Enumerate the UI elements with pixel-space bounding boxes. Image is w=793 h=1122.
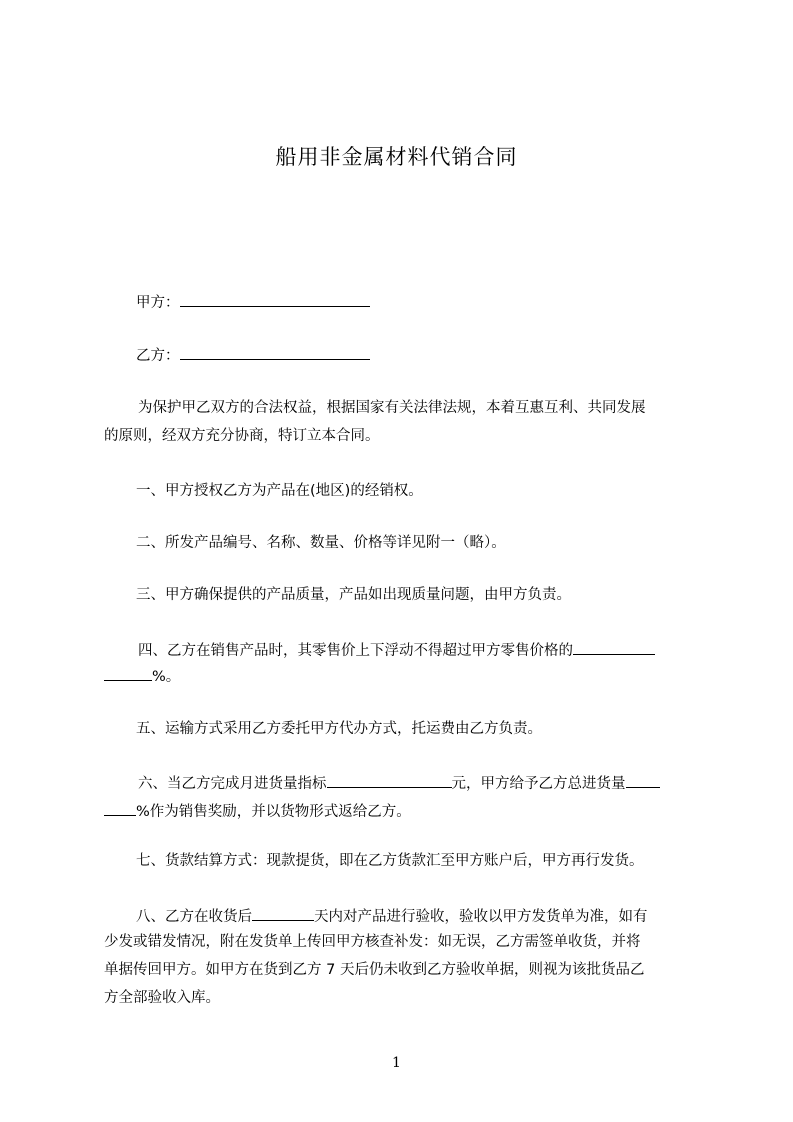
clause-8-text-1: 八、乙方在收货后 <box>136 909 252 925</box>
clause-6-line-2 <box>104 799 411 822</box>
clause-4-line-1 <box>138 638 655 661</box>
party-b-label: 乙方： <box>136 348 180 364</box>
clause-4-blank-2 <box>104 664 152 681</box>
clause-3: 三、甲方确保提供的产品质量，产品如出现质量问题，由甲方负责。 <box>136 587 571 603</box>
clause-5: 五、运输方式采用乙方委托甲方代办方式，托运费由乙方负责。 <box>136 721 542 737</box>
clause-8-line-3: 单据传回甲方。如甲方在货到乙方 7 天后仍未收到乙方验收单据，则视为该批货品乙 <box>104 962 645 978</box>
clause-6-blank-3 <box>104 799 136 816</box>
party-a-line <box>136 290 370 313</box>
document-title: 船用非金属材料代销合同 <box>275 145 518 169</box>
clause-8-blank <box>252 904 314 921</box>
clause-8-line-2: 少发或错发情况，附在发货单上传回甲方核查补发：如无误，乙方需签单收货，并将 <box>104 934 641 950</box>
clause-6-text-2: 元，甲方给予乙方总进货量 <box>451 776 626 792</box>
clause-1: 一、甲方授权乙方为产品在(地区)的经销权。 <box>136 483 423 499</box>
clause-7: 七、货款结算方式：现款提货，即在乙方货款汇至甲方账户后，甲方再行发货。 <box>136 853 644 869</box>
clause-4-line-2 <box>104 664 180 687</box>
intro-line-2: 的原则，经双方充分协商，特订立本合同。 <box>104 428 380 444</box>
clause-6-blank-2 <box>626 771 660 788</box>
clause-8-line-4: 方全部验收入库。 <box>104 990 220 1006</box>
clause-6-line-1 <box>138 771 660 794</box>
party-a-blank <box>180 290 370 307</box>
clause-6-blank-1 <box>327 771 452 788</box>
party-b-line <box>136 343 370 366</box>
clause-6-suffix: %作为销售奖励，并以货物形式返给乙方。 <box>136 804 411 820</box>
party-b-blank <box>180 343 370 360</box>
clause-8-text-2: 天内对产品进行验收，验收以甲方发货单为准，如有 <box>314 909 648 925</box>
clause-8-line-1 <box>136 904 648 927</box>
clause-4-suffix: %。 <box>152 669 181 685</box>
clause-4-blank-1 <box>573 638 655 655</box>
intro-line-1: 为保护甲乙双方的合法权益，根据国家有关法律法规，本着互惠互利、共同发展 <box>138 400 646 416</box>
page-number: 1 <box>392 1055 401 1071</box>
clause-6-text-1: 六、当乙方完成月进货量指标 <box>138 776 327 792</box>
clause-2: 二、所发产品编号、名称、数量、价格等详见附一（略）。 <box>136 535 506 551</box>
clause-4-text: 四、乙方在销售产品时，其零售价上下浮动不得超过甲方零售价格的 <box>138 643 573 659</box>
party-a-label: 甲方： <box>136 295 180 311</box>
